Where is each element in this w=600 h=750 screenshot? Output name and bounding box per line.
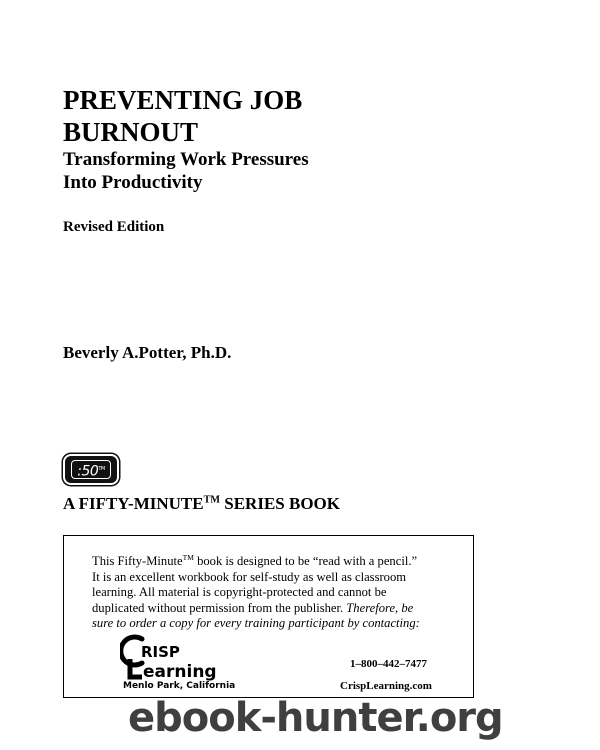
notice-line-1-end: book is designed to be “read with a pencil.” [193,554,418,569]
logo-line-1: RISP [141,643,180,661]
crisp-learning-logo [120,633,242,683]
publisher-phone: 1–800–442–7477 [350,658,427,670]
notice-line-4-plain: duplicated without permission from the publisher. [92,600,347,615]
publisher-location: Menlo Park, California [123,681,236,691]
series-label [63,494,340,514]
notice-line-1-start: This Fifty-Minute [92,554,183,569]
clock-text: :50 [77,463,99,480]
notice-line-3: learning. All material is copyright-protected and cannot be [92,585,387,600]
notice-trademark: TM [182,553,194,562]
notice-text [92,550,467,632]
book-subtitle [63,148,463,194]
series-label-end: SERIES BOOK [220,494,341,513]
edition-label: Revised Edition [63,219,165,235]
notice-line-4 [92,601,467,617]
notice-line-1 [92,550,467,570]
notice-line-4-italic: Therefore, be [346,600,414,615]
series-label-start: A FIFTY-MINUTE [63,494,204,513]
clock-trademark: TM [98,466,105,472]
subtitle-line-1: Transforming Work Pressures [63,149,309,170]
logo-line-2: earning [143,662,217,682]
notice-box [63,535,474,698]
notice-line-2: It is an excellent workbook for self-study as well as classroom [92,569,407,584]
notice-line-5 [92,616,467,632]
crisp-learning-logo-graphic [120,633,242,683]
subtitle-line-2: Into Productivity [63,172,203,193]
publisher-website: CrispLearning.com [340,680,432,692]
title-line-2: BURNOUT [63,117,199,147]
title-line-1: PREVENTING JOB [63,85,303,115]
series-trademark: TM [203,494,221,506]
book-title [63,84,463,148]
fifty-minute-clock-icon [65,456,117,483]
notice-line-5-italic: sure to order a copy for every training participant by contacting: [92,616,420,631]
author-name: Beverly A.Potter, Ph.D. [63,343,232,362]
clock-face [71,460,111,479]
watermark-text: ebook-hunter.org [128,695,503,741]
